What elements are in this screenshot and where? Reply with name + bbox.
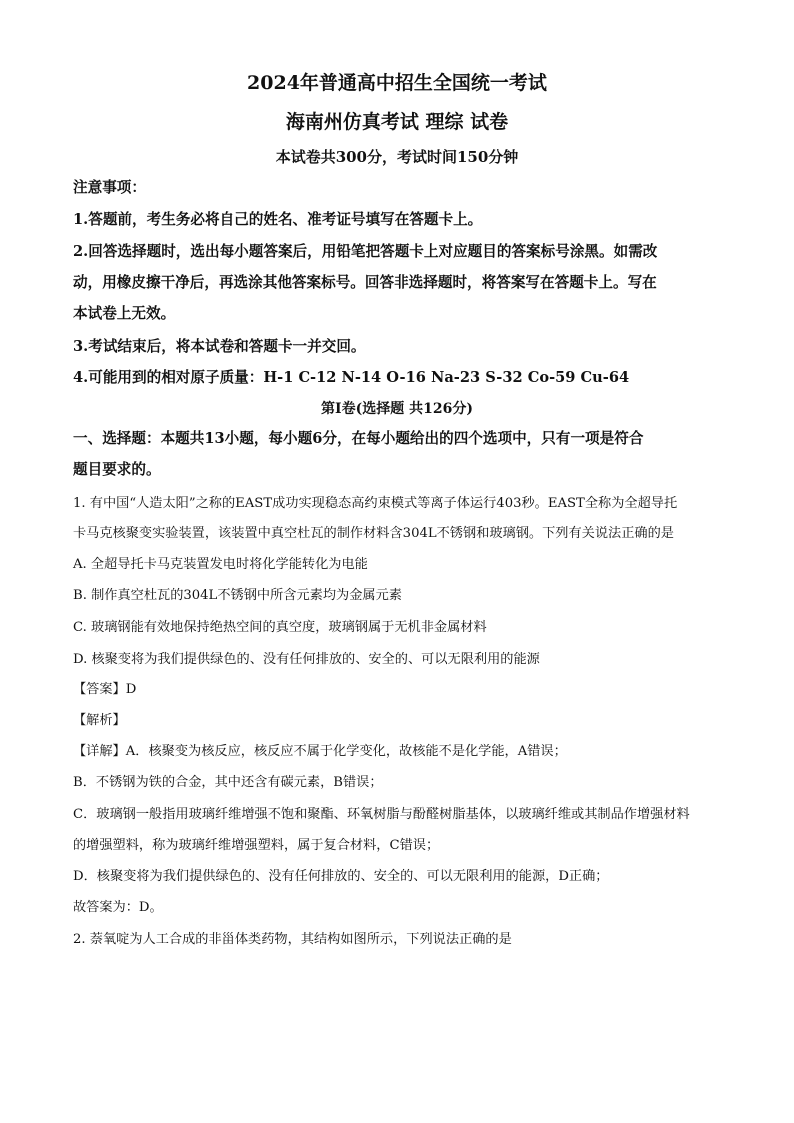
q1-option-c: C. 玻璃钢能有效地保持绝热空间的真空度，玻璃钢属于无机非金属材料: [73, 620, 487, 635]
section-instruction: 题目要求的。: [73, 461, 161, 478]
q1-option-a: A. 全超导托卡马克装置发电时将化学能转化为电能: [73, 557, 368, 572]
q1-answer: 【答案】D: [73, 682, 137, 697]
q1-detail-line: C．玻璃钢一般指用玻璃纤维增强不饱和聚酯、环氧树脂与酚醛树脂基体，以玻璃纤维或其制品作增强材料: [73, 807, 690, 822]
q1-detail-line: B．不锈钢为铁的合金，其中还含有碳元素，B错误；: [73, 775, 383, 790]
note-line: 1.答题前，考生务必将自己的姓名、准考证号填写在答题卡上。: [73, 211, 483, 228]
section-title: 第I卷(选择题 共126分): [321, 401, 473, 417]
q1-detail-line: 的增强塑料，称为玻璃纤维增强塑料，属于复合材料，C错误；: [73, 838, 440, 853]
exam-title: 2024年普通高中招生全国统一考试: [247, 72, 547, 94]
note-line: 3.考试结束后，将本试卷和答题卡一并交回。: [73, 338, 366, 355]
q1-option-b: B. 制作真空杜瓦的304L不锈钢中所含元素均为金属元素: [73, 588, 402, 603]
exam-subtitle: 海南州仿真考试 理综 试卷: [285, 111, 509, 133]
q1-detail-line: 【详解】A．核聚变为核反应，核反应不属于化学变化，故核能不是化学能，A错误；: [73, 744, 567, 759]
exam-info: 本试卷共300分，考试时间150分钟: [275, 148, 519, 166]
q1-detail-line: 故答案为：D。: [73, 900, 163, 915]
note-line: 2.回答选择题时，选出每小题答案后，用铅笔把答题卡上对应题目的答案标号涂黑。如需改: [73, 243, 658, 260]
note-line: 本试卷上无效。: [73, 305, 176, 322]
q1-detail-line: D．核聚变将为我们提供绿色的、没有任何排放的、安全的、可以无限利用的能源，D正确；: [73, 869, 609, 884]
note-line: 动，用橡皮擦干净后，再选涂其他答案标号。回答非选择题时，将答案写在答题卡上。写在: [73, 274, 657, 291]
q1-analysis-label: 【解析】: [73, 713, 126, 728]
section-instruction: 一、选择题：本题共13小题，每小题6分，在每小题给出的四个选项中，只有一项是符合: [73, 430, 644, 447]
q2-stem: 2. 萘氧啶为人工合成的非甾体类药物，其结构如图所示，下列说法正确的是: [73, 932, 512, 947]
q1-stem: 1. 有中国“人造太阳”之称的EAST成功实现稳态高约束模式等离子体运行403秒。EAST全称为全超导托: [73, 496, 678, 511]
q1-stem: 卡马克核聚变实验装置，该装置中真空杜瓦的制作材料含304L不锈钢和玻璃钢。下列有关说法正确的是: [73, 526, 674, 541]
q1-option-d: D. 核聚变将为我们提供绿色的、没有任何排放的、安全的、可以无限利用的能源: [73, 652, 540, 667]
notes-heading: 注意事项：: [73, 179, 146, 196]
note-line-atomic-masses: 4.可能用到的相对原子质量：H-1 C-12 N-14 O-16 Na-23 S-32 Co-59 Cu-64: [73, 369, 630, 386]
